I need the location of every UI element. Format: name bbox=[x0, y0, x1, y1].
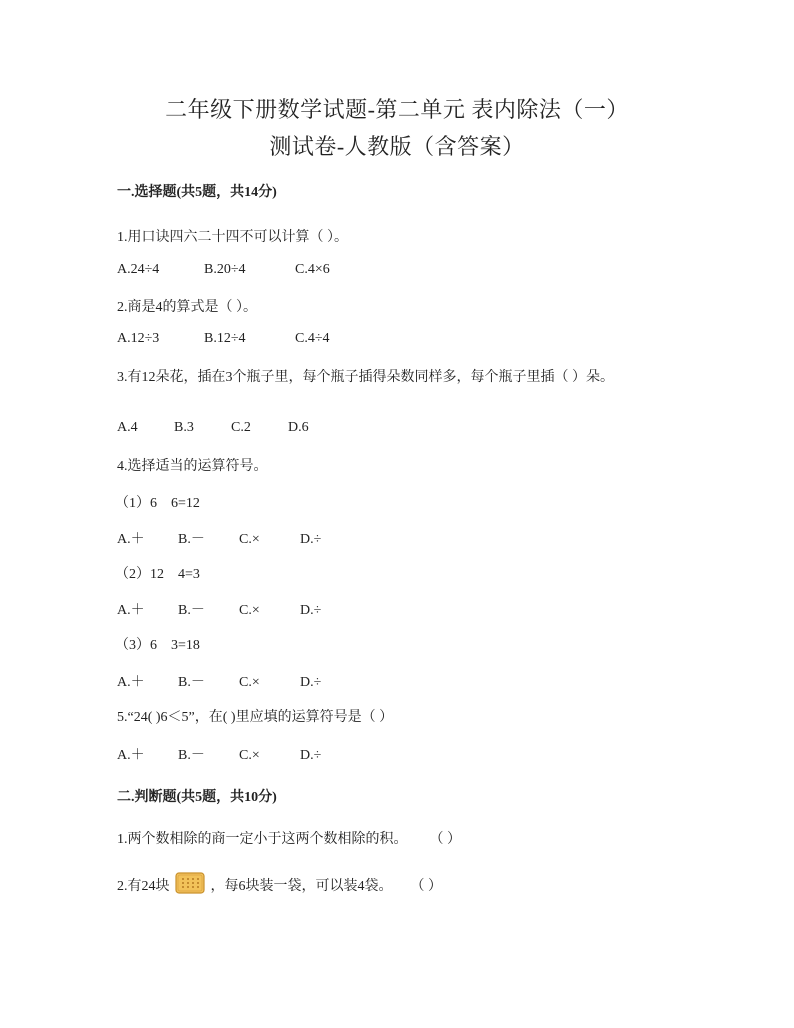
question-4-part-1 bbox=[115, 492, 200, 512]
option-c: C.4÷4 bbox=[295, 331, 330, 346]
option-a: A.24÷4 bbox=[117, 262, 160, 277]
page-title-line2: 测试卷-人教版（含答案） bbox=[269, 134, 525, 159]
judgement-1-text: 1.两个数相除的商一定小于这两个数相除的积。 bbox=[117, 832, 408, 847]
part-operand-b: 3=18 bbox=[171, 638, 200, 653]
option-b: B.20÷4 bbox=[204, 262, 246, 277]
question-3-options bbox=[117, 420, 345, 436]
option-b: B.－ bbox=[178, 675, 205, 690]
question-4-part-3-options bbox=[117, 671, 361, 691]
answer-blank: （ ） bbox=[429, 832, 461, 847]
question-5-text: 5.“24( )6＜5”，在( )里应填的运算符号是（ ） bbox=[117, 710, 394, 725]
question-4-part-2-options bbox=[117, 599, 361, 619]
option-d: D.÷ bbox=[300, 603, 322, 618]
question-2-text: 2.商是4的算式是（ ）。 bbox=[117, 300, 257, 315]
option-c: C.× bbox=[239, 748, 260, 763]
option-c: C.× bbox=[239, 603, 260, 618]
section-heading-choice: 一.选择题(共5题，共14分) bbox=[117, 185, 277, 200]
part-operand-b: 4=3 bbox=[178, 567, 200, 582]
question-1-options bbox=[117, 262, 330, 278]
part-label: （2） bbox=[115, 567, 150, 582]
option-b: B.－ bbox=[178, 748, 205, 763]
judgement-2 bbox=[117, 872, 442, 895]
biscuit-icon bbox=[175, 872, 205, 894]
judgement-2-text-post: ，每6块装一袋，可以装4袋。 bbox=[210, 879, 393, 894]
answer-blank: （ ） bbox=[410, 879, 442, 894]
question-4-text: 4.选择适当的运算符号。 bbox=[117, 459, 268, 474]
page-title-line1: 二年级下册数学试题-第二单元 表内除法（一） bbox=[165, 97, 629, 122]
question-2-options bbox=[117, 331, 330, 347]
question-4-part-2 bbox=[115, 563, 200, 583]
option-c: C.× bbox=[239, 532, 260, 547]
option-d: D.÷ bbox=[300, 675, 322, 690]
option-b: B.3 bbox=[174, 420, 194, 435]
question-1-text: 1.用口诀四六二十四不可以计算（ ）。 bbox=[117, 230, 348, 245]
option-a: A.＋ bbox=[117, 532, 145, 547]
option-a: A.12÷3 bbox=[117, 331, 160, 346]
option-c: C.4×6 bbox=[295, 262, 330, 277]
option-d: D.6 bbox=[288, 420, 309, 435]
part-operand-a: 6 bbox=[150, 638, 157, 653]
option-d: D.÷ bbox=[300, 748, 322, 763]
question-3-text: 3.有12朵花，插在3个瓶子里，每个瓶子插得朵数同样多，每个瓶子里插（ ）朵。 bbox=[117, 370, 614, 385]
option-d: D.÷ bbox=[300, 532, 322, 547]
part-operand-a: 12 bbox=[150, 567, 164, 582]
question-5-options bbox=[117, 744, 361, 764]
judgement-1 bbox=[117, 828, 461, 848]
option-c: C.2 bbox=[231, 420, 251, 435]
question-4-part-3 bbox=[115, 634, 200, 654]
question-4-part-1-options bbox=[117, 528, 361, 548]
judgement-2-text-pre: 2.有24块 bbox=[117, 879, 170, 894]
option-b: B.－ bbox=[178, 532, 205, 547]
part-operand-a: 6 bbox=[150, 496, 157, 511]
option-c: C.× bbox=[239, 675, 260, 690]
part-operand-b: 6=12 bbox=[171, 496, 200, 511]
section-heading-judgement: 二.判断题(共5题，共10分) bbox=[117, 790, 277, 805]
option-b: B.12÷4 bbox=[204, 331, 246, 346]
option-a: A.4 bbox=[117, 420, 138, 435]
part-label: （1） bbox=[115, 496, 150, 511]
part-label: （3） bbox=[115, 638, 150, 653]
option-a: A.＋ bbox=[117, 748, 145, 763]
option-a: A.＋ bbox=[117, 603, 145, 618]
option-b: B.－ bbox=[178, 603, 205, 618]
option-a: A.＋ bbox=[117, 675, 145, 690]
